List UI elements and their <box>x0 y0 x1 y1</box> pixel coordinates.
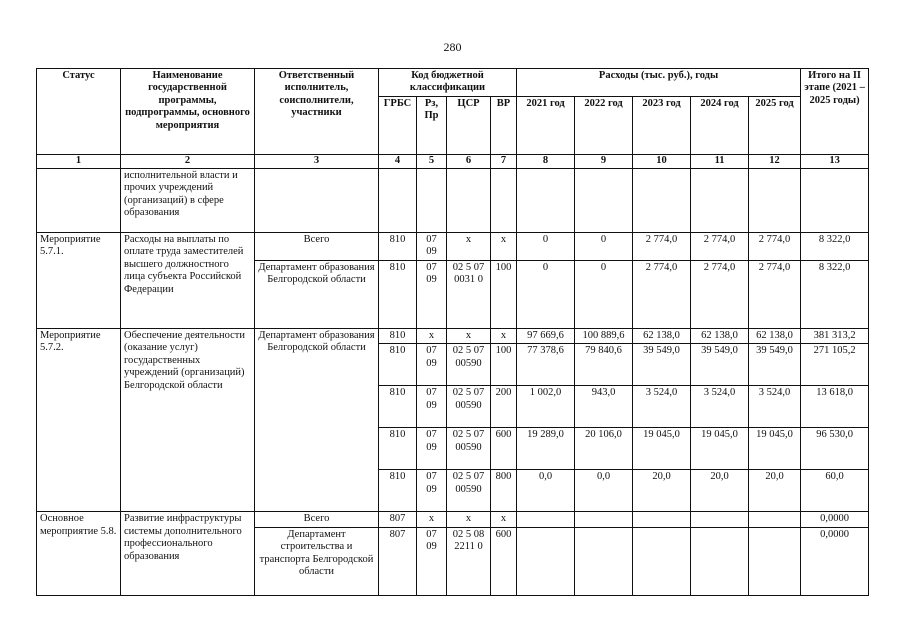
csr-cell: х <box>447 512 491 527</box>
value-2021: 0,0 <box>517 470 575 512</box>
value-2025: 62 138,0 <box>749 329 801 344</box>
header-budget-code: Код бюджетной классификации <box>379 69 517 97</box>
header-rzpr: Рз, Пр <box>417 97 447 155</box>
name-cell: Расходы на выплаты по оплате труда заместителей высшего должностного лица субъекта Российской Федерации <box>121 233 255 329</box>
header-2025: 2025 год <box>749 97 801 155</box>
grbs-cell: 810 <box>379 261 417 329</box>
value-2024: 3 524,0 <box>691 386 749 428</box>
value-2021 <box>517 527 575 595</box>
value-2022: 0 <box>575 261 633 329</box>
value-2025: 2 774,0 <box>749 233 801 261</box>
vr-cell: 100 <box>491 261 517 329</box>
header-status: Статус <box>37 69 121 155</box>
responsible-cell: Всего <box>255 233 379 261</box>
responsible-cell: Департамент образования Белгородской области <box>255 329 379 512</box>
grbs-cell: 810 <box>379 428 417 470</box>
status-cell: Мероприятие 5.7.1. <box>37 233 121 329</box>
header-2022: 2022 год <box>575 97 633 155</box>
value-2025: 19 045,0 <box>749 428 801 470</box>
csr-cell: 02 5 07 00590 <box>447 386 491 428</box>
value-total: 8 322,0 <box>801 233 869 261</box>
value-2025 <box>749 527 801 595</box>
value-2025: 3 524,0 <box>749 386 801 428</box>
csr-cell: 02 5 07 00590 <box>447 470 491 512</box>
value-2021: 19 289,0 <box>517 428 575 470</box>
col-number: 13 <box>801 155 869 169</box>
header-csr: ЦСР <box>447 97 491 155</box>
column-number-row <box>37 155 869 169</box>
continuation-name: исполнительной власти и прочих учреждений (организаций) в сфере образования <box>121 169 255 233</box>
table-row <box>37 512 869 527</box>
value-2022: 0 <box>575 233 633 261</box>
value-total: 0,0000 <box>801 512 869 527</box>
value-2024: 2 774,0 <box>691 261 749 329</box>
value-2021: 1 002,0 <box>517 386 575 428</box>
vr-cell: 200 <box>491 386 517 428</box>
value-total: 381 313,2 <box>801 329 869 344</box>
value-2022: 943,0 <box>575 386 633 428</box>
value-2025: 20,0 <box>749 470 801 512</box>
table-row <box>37 233 869 261</box>
responsible-cell: Всего <box>255 512 379 527</box>
value-2024: 62 138,0 <box>691 329 749 344</box>
col-number: 3 <box>255 155 379 169</box>
value-2022: 79 840,6 <box>575 344 633 386</box>
value-2023: 39 549,0 <box>633 344 691 386</box>
value-total: 96 530,0 <box>801 428 869 470</box>
csr-cell: 02 5 07 0031 0 <box>447 261 491 329</box>
value-2023: 62 138,0 <box>633 329 691 344</box>
value-2024: 19 045,0 <box>691 428 749 470</box>
value-2023: 3 524,0 <box>633 386 691 428</box>
value-2022 <box>575 512 633 527</box>
value-2024: 20,0 <box>691 470 749 512</box>
header-grbs: ГРБС <box>379 97 417 155</box>
rzpr-cell: 07 09 <box>417 233 447 261</box>
value-total: 13 618,0 <box>801 386 869 428</box>
name-cell: Развитие инфраструктуры системы дополнительного профессионального образования <box>121 512 255 595</box>
col-number: 10 <box>633 155 691 169</box>
value-2023: 20,0 <box>633 470 691 512</box>
header-vr: ВР <box>491 97 517 155</box>
responsible-cell: Департамент образования Белгородской области <box>255 261 379 329</box>
header-expenses: Расходы (тыс. руб.), годы <box>517 69 801 97</box>
table-row <box>37 169 869 233</box>
header-2024: 2024 год <box>691 97 749 155</box>
value-total: 271 105,2 <box>801 344 869 386</box>
table-row <box>37 329 869 344</box>
header-2023: 2023 год <box>633 97 691 155</box>
rzpr-cell: 07 09 <box>417 386 447 428</box>
grbs-cell: 810 <box>379 344 417 386</box>
header-name: Наименование государственной программы, подпрограммы, основного мероприятия <box>121 69 255 155</box>
value-2021: 0 <box>517 261 575 329</box>
value-2022: 20 106,0 <box>575 428 633 470</box>
vr-cell: х <box>491 233 517 261</box>
value-2023 <box>633 527 691 595</box>
value-total: 0,0000 <box>801 527 869 595</box>
grbs-cell: 810 <box>379 470 417 512</box>
budget-table <box>36 68 869 596</box>
value-2022: 0,0 <box>575 470 633 512</box>
vr-cell: 600 <box>491 527 517 595</box>
name-cell: Обеспечение деятельности (оказание услуг) государственных учреждений (организаций) Белгородской области <box>121 329 255 512</box>
value-2022 <box>575 527 633 595</box>
page-number: 280 <box>443 40 462 54</box>
value-2021: 77 378,6 <box>517 344 575 386</box>
value-2023: 19 045,0 <box>633 428 691 470</box>
value-2025: 2 774,0 <box>749 261 801 329</box>
csr-cell: 02 5 07 00590 <box>447 428 491 470</box>
col-number: 7 <box>491 155 517 169</box>
vr-cell: х <box>491 512 517 527</box>
value-2021: 97 669,6 <box>517 329 575 344</box>
col-number: 12 <box>749 155 801 169</box>
value-2024: 39 549,0 <box>691 344 749 386</box>
csr-cell: х <box>447 329 491 344</box>
rzpr-cell: 07 09 <box>417 470 447 512</box>
vr-cell: х <box>491 329 517 344</box>
value-2024 <box>691 512 749 527</box>
value-2025: 39 549,0 <box>749 344 801 386</box>
rzpr-cell: 07 09 <box>417 527 447 595</box>
rzpr-cell: х <box>417 329 447 344</box>
vr-cell: 100 <box>491 344 517 386</box>
col-number: 9 <box>575 155 633 169</box>
grbs-cell: 810 <box>379 233 417 261</box>
col-number: 1 <box>37 155 121 169</box>
rzpr-cell: 07 09 <box>417 428 447 470</box>
header-responsible: Ответственный исполнитель, соисполнители, участники <box>255 69 379 155</box>
value-2023: 2 774,0 <box>633 233 691 261</box>
value-2024: 2 774,0 <box>691 233 749 261</box>
col-number: 5 <box>417 155 447 169</box>
value-2022: 100 889,6 <box>575 329 633 344</box>
vr-cell: 600 <box>491 428 517 470</box>
col-number: 2 <box>121 155 255 169</box>
status-cell: Основное мероприятие 5.8. <box>37 512 121 595</box>
col-number: 8 <box>517 155 575 169</box>
rzpr-cell: 07 09 <box>417 261 447 329</box>
value-2023 <box>633 512 691 527</box>
csr-cell: х <box>447 233 491 261</box>
value-2021 <box>517 512 575 527</box>
rzpr-cell: 07 09 <box>417 344 447 386</box>
value-2021: 0 <box>517 233 575 261</box>
header-2021: 2021 год <box>517 97 575 155</box>
csr-cell: 02 5 08 2211 0 <box>447 527 491 595</box>
col-number: 4 <box>379 155 417 169</box>
grbs-cell: 807 <box>379 512 417 527</box>
grbs-cell: 810 <box>379 329 417 344</box>
rzpr-cell: х <box>417 512 447 527</box>
value-total: 60,0 <box>801 470 869 512</box>
responsible-cell: Департамент строительства и транспорта Белгородской области <box>255 527 379 595</box>
col-number: 6 <box>447 155 491 169</box>
col-number: 11 <box>691 155 749 169</box>
vr-cell: 800 <box>491 470 517 512</box>
grbs-cell: 807 <box>379 527 417 595</box>
grbs-cell: 810 <box>379 386 417 428</box>
value-total: 8 322,0 <box>801 261 869 329</box>
status-cell: Мероприятие 5.7.2. <box>37 329 121 512</box>
header-total: Итого на II этапе (2021 – 2025 годы) <box>801 69 869 155</box>
csr-cell: 02 5 07 00590 <box>447 344 491 386</box>
value-2025 <box>749 512 801 527</box>
value-2023: 2 774,0 <box>633 261 691 329</box>
value-2024 <box>691 527 749 595</box>
